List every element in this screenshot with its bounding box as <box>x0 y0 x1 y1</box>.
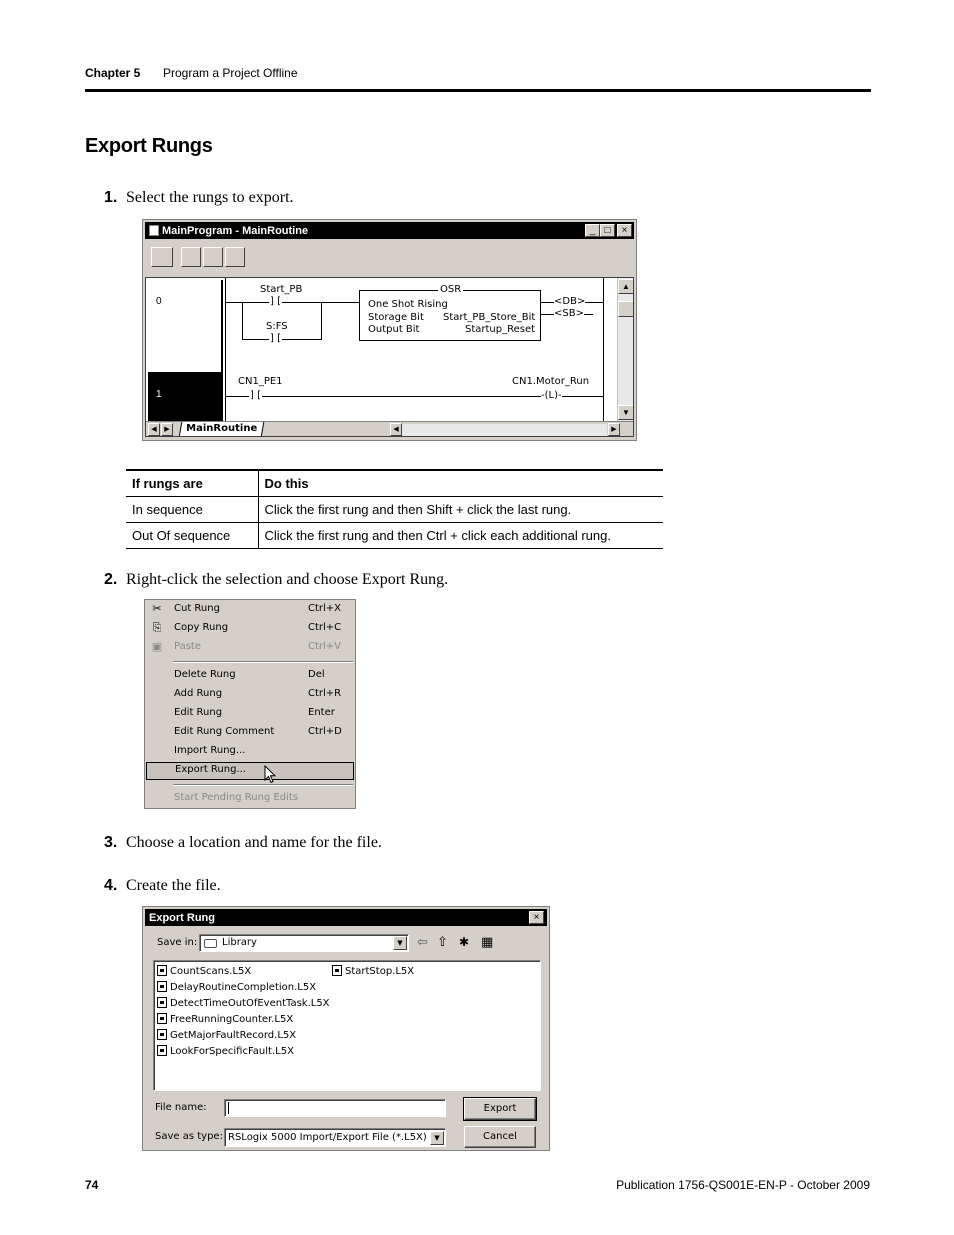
branch-wire <box>242 339 322 340</box>
step-text: Choose a location and name for the file. <box>126 834 382 851</box>
file-icon <box>332 965 342 976</box>
step-number: 2. <box>104 571 118 588</box>
menu-item-edit-rung-comment[interactable]: Edit Rung Comment Ctrl+D <box>174 726 342 737</box>
tab-prev-icon[interactable]: ◀ <box>148 423 160 436</box>
rung-0-wire <box>225 302 359 303</box>
back-icon[interactable]: ⇦ <box>417 935 428 950</box>
branch-level-icon[interactable] <box>203 247 223 267</box>
menu-item-copy-rung[interactable]: ⎘ Copy Rung Ctrl+C <box>146 619 354 638</box>
step-text: Right-click the selection and choose Export Rung. <box>126 571 449 588</box>
file-item[interactable]: DetectTimeOutOfEventTask.L5X <box>157 997 330 1009</box>
rung-0-number[interactable]: 0 <box>148 280 223 372</box>
page-number: 74 <box>85 1178 99 1192</box>
rung-toolbar-icon[interactable] <box>151 247 173 267</box>
file-icon <box>157 965 167 976</box>
sb-output: <SB> <box>554 308 584 319</box>
table-cell: Click the first rung and then Ctrl + click each additional rung. <box>258 522 663 548</box>
file-item[interactable]: StartStop.L5X <box>332 965 414 977</box>
hscroll-right-icon[interactable]: ▶ <box>608 423 620 436</box>
sfs-tag: S:FS <box>266 321 288 332</box>
step-text: Select the rungs to export. <box>126 189 294 206</box>
branch-icon[interactable] <box>181 247 201 267</box>
osr-block[interactable] <box>359 284 541 341</box>
close-button[interactable]: × <box>617 224 632 237</box>
ladder-vscroll[interactable] <box>617 278 634 421</box>
rung-selection-table <box>126 469 663 549</box>
step-number: 4. <box>104 877 118 894</box>
chevron-down-icon[interactable]: ▼ <box>393 936 407 950</box>
views-menu-icon[interactable]: ▦ <box>481 935 494 950</box>
step-2 <box>104 571 448 589</box>
context-menu <box>144 599 356 809</box>
folder-icon <box>204 939 217 948</box>
save-type-label: Save as type: <box>155 1131 223 1142</box>
save-in-label: Save in: <box>157 937 198 948</box>
copy-icon: ⎘ <box>152 621 162 634</box>
dialog-close-button[interactable]: × <box>529 911 544 924</box>
menu-separator <box>173 784 353 786</box>
maximize-button[interactable]: □ <box>600 224 615 237</box>
hscroll-track[interactable] <box>402 424 607 436</box>
table-cell: Out Of sequence <box>126 522 258 548</box>
osr-title: One Shot Rising <box>368 299 448 310</box>
motor-run-tag: CN1.Motor_Run <box>512 376 590 387</box>
chapter-label: Chapter 5 <box>85 66 141 80</box>
file-item[interactable]: GetMajorFaultRecord.L5X <box>157 1029 296 1041</box>
latch-coil[interactable]: -(L)- <box>541 390 562 401</box>
export-dialog-title: Export Rung <box>149 911 215 924</box>
osr-label: OSR <box>440 284 462 295</box>
table-header: If rungs are <box>126 470 258 496</box>
file-name-input[interactable] <box>224 1099 446 1117</box>
text-cursor <box>228 1102 229 1114</box>
file-item[interactable]: CountScans.L5X <box>157 965 251 977</box>
cn1-pe1-contact[interactable]: ] [ <box>250 390 261 401</box>
save-in-dropdown[interactable]: Library ▼ <box>199 934 409 952</box>
file-item[interactable]: FreeRunningCounter.L5X <box>157 1013 293 1025</box>
table-header: Do this <box>258 470 663 496</box>
menu-item-import-rung[interactable]: Import Rung... <box>174 745 246 756</box>
file-icon <box>157 1045 167 1056</box>
scissors-icon: ✂ <box>152 602 162 615</box>
table-cell: Click the first rung and then Shift + click the last rung. <box>258 496 663 522</box>
step-number: 3. <box>104 834 118 851</box>
branch-right <box>321 302 322 339</box>
step-text: Create the file. <box>126 877 221 894</box>
file-item[interactable]: LookForSpecificFault.L5X <box>157 1045 294 1057</box>
publication-info: Publication 1756-QS001E-EN-P - October 2009 <box>616 1178 870 1192</box>
output-bit-label: Output Bit <box>368 324 420 335</box>
new-folder-icon[interactable]: ✱ <box>459 935 470 949</box>
menu-item-start-pending-edits[interactable]: Start Pending Rung Edits <box>174 792 299 803</box>
chevron-down-icon[interactable]: ▼ <box>430 1131 444 1145</box>
file-icon <box>157 1029 167 1040</box>
up-folder-icon[interactable]: ⇧ <box>437 935 448 950</box>
ladder-titlebar <box>145 222 634 239</box>
step-3 <box>104 834 382 852</box>
branch-left <box>242 302 243 339</box>
ladder-window-title: MainProgram - MainRoutine <box>162 224 309 237</box>
output-bit-value: Startup_Reset <box>465 324 536 335</box>
start-pb-contact[interactable]: ] [ <box>270 296 281 307</box>
doc-icon <box>149 225 159 236</box>
sfs-contact[interactable]: ] [ <box>270 333 281 344</box>
file-icon <box>157 1013 167 1024</box>
section-title: Export Rungs <box>85 135 213 157</box>
file-item[interactable]: DelayRoutineCompletion.L5X <box>157 981 316 993</box>
menu-item-export-rung[interactable]: Export Rung... <box>146 762 354 780</box>
mouse-pointer-icon <box>264 765 276 785</box>
menu-item-add-rung[interactable]: Add Rung Ctrl+R <box>174 688 342 699</box>
menu-separator <box>173 661 353 663</box>
table-row <box>126 522 663 548</box>
ladder-editor[interactable] <box>145 277 634 437</box>
rung-1-number[interactable]: 1 <box>148 372 223 424</box>
menu-item-cut-rung[interactable]: ✂ Cut Rung Ctrl+X <box>146 600 354 619</box>
export-button[interactable]: Export <box>464 1098 536 1120</box>
file-icon <box>157 997 167 1008</box>
table-row <box>126 496 663 522</box>
file-icon <box>157 981 167 992</box>
branch-end-icon[interactable] <box>225 247 245 267</box>
header-rule <box>85 89 871 92</box>
file-list[interactable] <box>153 960 541 1091</box>
tab-bar <box>146 421 634 437</box>
start-pb-tag: Start_PB <box>260 284 303 295</box>
cn1-pe1-tag: CN1_PE1 <box>238 376 283 387</box>
export-dialog-titlebar <box>145 909 547 926</box>
table-cell: In sequence <box>126 496 258 522</box>
step-1 <box>104 189 294 207</box>
step-number: 1. <box>104 189 118 206</box>
tab-next-icon[interactable]: ▶ <box>161 423 173 436</box>
storage-bit-value: Start_PB_Store_Bit <box>443 312 536 323</box>
step-4 <box>104 877 221 895</box>
minimize-button[interactable]: _ <box>585 224 600 237</box>
scroll-down-icon[interactable]: ▼ <box>618 405 634 420</box>
paste-icon: ▣ <box>151 640 163 653</box>
export-rung-dialog <box>142 906 550 1151</box>
save-type-dropdown[interactable]: RSLogix 5000 Import/Export File (*.L5X) ▼ <box>224 1128 446 1147</box>
right-power-rail <box>603 278 604 437</box>
scroll-up-icon[interactable]: ▲ <box>618 279 634 294</box>
scroll-thumb[interactable] <box>618 301 634 317</box>
hscroll-left-icon[interactable]: ◀ <box>390 423 402 436</box>
cancel-button[interactable]: Cancel <box>464 1126 536 1148</box>
menu-item-delete-rung[interactable]: Delete Rung Del <box>174 669 325 680</box>
file-name-label: File name: <box>155 1102 207 1113</box>
ladder-window <box>142 219 637 441</box>
db-output: <DB> <box>554 296 586 307</box>
table-header-row <box>126 470 663 496</box>
tab-mainroutine[interactable]: MainRoutine <box>179 422 265 437</box>
storage-bit-label: Storage Bit <box>368 312 424 323</box>
chapter-title: Program a Project Offline <box>163 66 298 80</box>
menu-item-paste[interactable]: ▣ Paste Ctrl+V <box>151 640 342 653</box>
menu-item-edit-rung[interactable]: Edit Rung Enter <box>174 707 335 718</box>
